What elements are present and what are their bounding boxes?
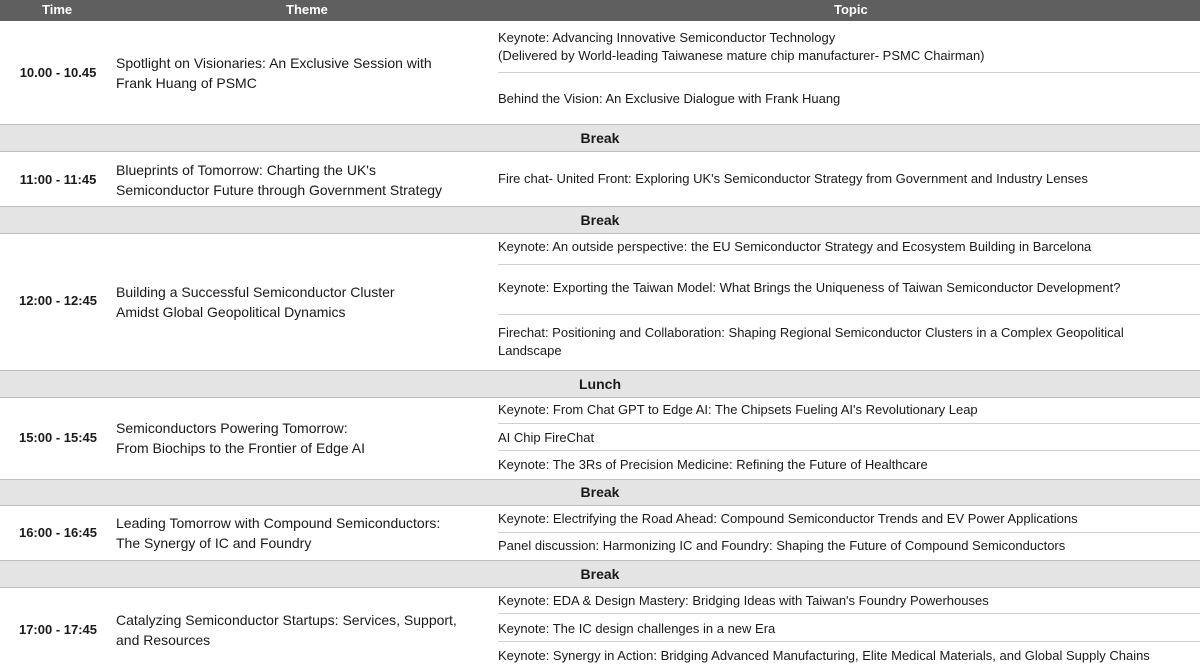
break-row: Break — [0, 479, 1200, 506]
topic-item: Keynote: Exporting the Taiwan Model: What Brings the Uniqueness of Taiwan Semiconductor Development? — [498, 280, 1121, 295]
lunch-row: Lunch — [0, 370, 1200, 398]
session-time: 16:00 - 16:45 — [18, 525, 98, 540]
topic-divider — [498, 641, 1200, 642]
topic-item: Panel discussion: Harmonizing IC and Foundry: Shaping the Future of Compound Semiconductors — [498, 538, 1066, 553]
session-theme: Blueprints of Tomorrow: Charting the UK's Semiconductor Future through Government Strategy — [116, 162, 443, 198]
topic-divider — [498, 423, 1200, 424]
session-theme: Spotlight on Visionaries: An Exclusive Session with Frank Huang of PSMC — [116, 55, 432, 91]
session-theme: Semiconductors Powering Tomorrow: From Biochips to the Frontier of Edge AI — [116, 420, 366, 456]
table-header — [0, 0, 1200, 21]
topic-item: Keynote: Electrifying the Road Ahead: Compound Semiconductor Trends and EV Power Applications — [498, 511, 1078, 526]
topic-item: Keynote: Advancing Innovative Semiconductor Technology (Delivered by World-leading Taiwanese mature chip manufacturer- PSMC Chairman) — [498, 30, 985, 63]
session-row — [0, 398, 1200, 479]
break-row: Break — [0, 124, 1200, 152]
session-theme: Building a Successful Semiconductor Cluster Amidst Global Geopolitical Dynamics — [116, 284, 395, 320]
session-theme: Leading Tomorrow with Compound Semiconductors: The Synergy of IC and Foundry — [116, 515, 441, 551]
topic-divider — [498, 264, 1200, 265]
break-row: Break — [0, 206, 1200, 234]
topic-item: Keynote: The 3Rs of Precision Medicine: Refining the Future of Healthcare — [498, 457, 928, 472]
topic-item: Keynote: The IC design challenges in a new Era — [498, 621, 776, 636]
topic-item: Behind the Vision: An Exclusive Dialogue with Frank Huang — [498, 91, 841, 106]
topic-item: Keynote: EDA & Design Mastery: Bridging Ideas with Taiwan's Foundry Powerhouses — [498, 593, 989, 608]
header-theme: Theme — [286, 2, 328, 17]
session-time: 10.00 - 10.45 — [19, 65, 97, 80]
break-row: Break — [0, 560, 1200, 588]
header-time: Time — [42, 2, 73, 17]
header-topic: Topic — [834, 2, 868, 17]
topic-item: Fire chat- United Front: Exploring UK's Semiconductor Strategy from Government and Industry Lenses — [498, 171, 1088, 186]
session-theme: Catalyzing Semiconductor Startups: Services, Support, and Resources — [116, 612, 457, 648]
session-row — [0, 506, 1200, 560]
topic-divider — [498, 450, 1200, 451]
topic-divider — [498, 72, 1200, 73]
topic-divider — [498, 613, 1200, 614]
topic-item: Keynote: Synergy in Action: Bridging Advanced Manufacturing, Elite Medical Materials, and Global Supply Chains — [498, 648, 1150, 663]
topic-item: Keynote: From Chat GPT to Edge AI: The Chipsets Fueling AI's Revolutionary Leap — [498, 402, 978, 417]
session-row — [0, 588, 1200, 669]
topic-divider — [498, 532, 1200, 533]
session-time: 11:00 - 11:45 — [19, 172, 97, 187]
session-time: 15:00 - 15:45 — [18, 430, 98, 445]
session-time: 12:00 - 12:45 — [18, 293, 98, 308]
session-row — [0, 234, 1200, 370]
topic-item: Firechat: Positioning and Collaboration: Shaping Regional Semiconductor Clusters in a Complex Geopolitical Landscape — [498, 325, 1124, 358]
session-row — [0, 21, 1200, 124]
session-time: 17:00 - 17:45 — [18, 622, 98, 637]
session-row — [0, 152, 1200, 206]
topic-item: Keynote: An outside perspective: the EU Semiconductor Strategy and Ecosystem Building in Barcelona — [498, 239, 1092, 254]
topic-item: AI Chip FireChat — [498, 430, 595, 445]
topic-divider — [498, 314, 1200, 315]
